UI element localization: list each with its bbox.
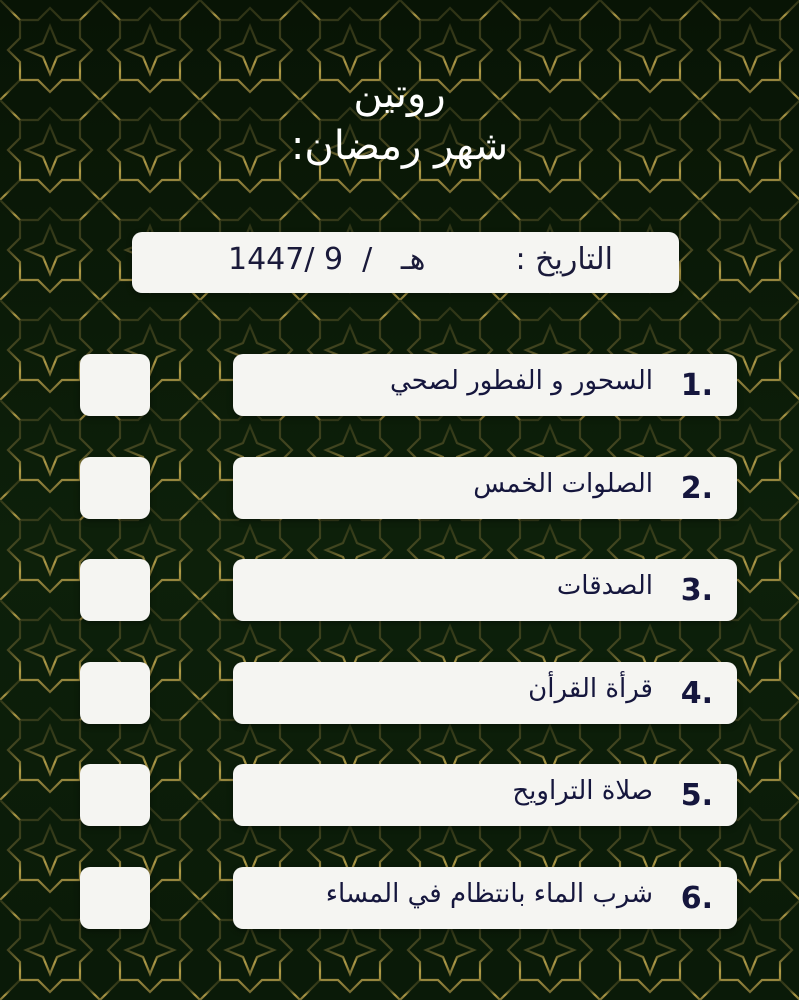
item-number: 2.	[680, 471, 713, 506]
list-item	[233, 867, 737, 929]
list-item	[233, 662, 737, 724]
checkbox[interactable]	[80, 867, 150, 929]
item-number: 6.	[680, 881, 713, 916]
checkbox[interactable]	[80, 354, 150, 416]
date-field[interactable]	[132, 232, 679, 293]
checkbox[interactable]	[80, 559, 150, 621]
item-number: 5.	[680, 778, 713, 813]
list-item	[233, 457, 737, 519]
list-item	[233, 559, 737, 621]
checkbox[interactable]	[80, 457, 150, 519]
item-text: الصلوات الخمس	[473, 469, 653, 499]
item-text: الصدقات	[556, 571, 653, 601]
date-label: التاريخ :	[515, 242, 613, 277]
item-number: 3.	[680, 573, 713, 608]
item-number: 4.	[680, 676, 713, 711]
date-value: 1447/ 9 / هـ	[228, 242, 426, 277]
title-line-2: شهر رمضان:	[290, 123, 509, 169]
item-text: صلاة التراويح	[512, 776, 653, 806]
checkbox[interactable]	[80, 662, 150, 724]
item-text: قرأة القرأن	[528, 674, 653, 704]
list-item	[233, 354, 737, 416]
item-text: شرب الماء بانتظام في المساء	[325, 879, 653, 909]
title-line-1: روتين	[353, 71, 446, 117]
checkbox[interactable]	[80, 764, 150, 826]
list-item	[233, 764, 737, 826]
item-number: 1.	[680, 368, 713, 403]
item-text: السحور و الفطور لصحي	[390, 366, 653, 396]
